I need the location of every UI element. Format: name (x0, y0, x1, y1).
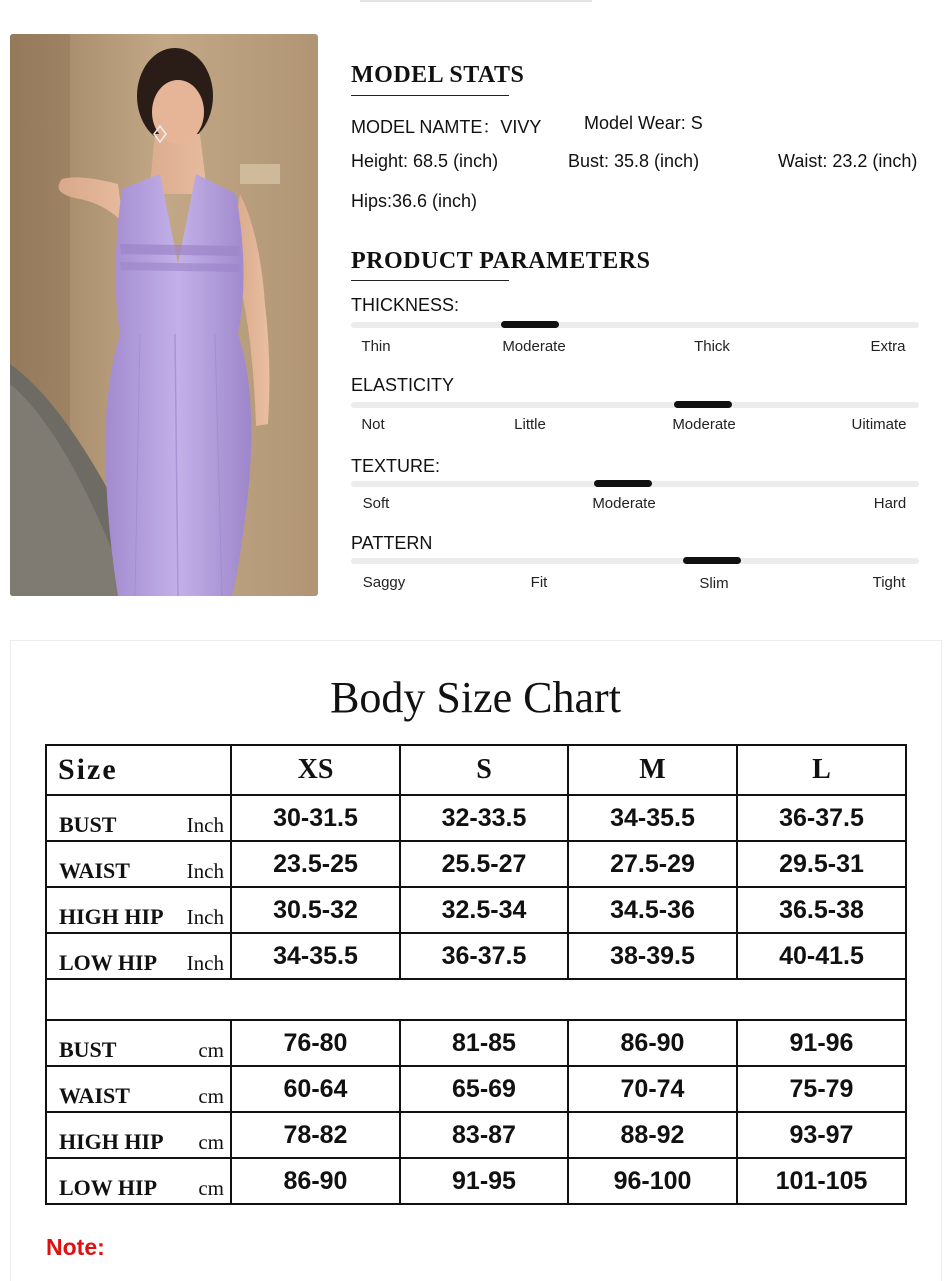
size-value: 34-35.5 (231, 933, 400, 979)
texture-label: TEXTURE: (351, 456, 441, 476)
measure-name: LOW HIP (59, 1175, 158, 1200)
measure-name: BUST (59, 812, 117, 837)
table-row (46, 933, 906, 979)
size-value: 101-105 (737, 1158, 906, 1204)
measure-name: WAIST (59, 858, 130, 883)
measure-name: HIGH HIP (59, 1129, 164, 1154)
measure-name: HIGH HIP (59, 904, 164, 929)
top-divider (360, 0, 592, 2)
size-value: 86-90 (568, 1020, 737, 1066)
measure-name: LOW HIP (59, 950, 158, 975)
size-value: 70-74 (568, 1066, 737, 1112)
pattern-label: PATTERN (351, 533, 433, 553)
measure-name: BUST (59, 1037, 117, 1062)
size-value: 30.5-32 (231, 887, 400, 933)
model-stats-title: MODEL STATS (351, 62, 525, 88)
model-waist: Waist: 23.2 (inch) (778, 151, 918, 171)
thickness-marker (501, 321, 559, 328)
model-hips: Hips:36.6 (inch) (351, 191, 478, 211)
size-value: 88-92 (568, 1112, 737, 1158)
model-wear: Model Wear: S (584, 113, 703, 133)
row-label (46, 795, 231, 841)
size-value: 36-37.5 (737, 795, 906, 841)
pattern-tick-slim: Slim (699, 575, 729, 592)
table-row (46, 1066, 906, 1112)
measure-unit: Inch (186, 859, 224, 883)
spacer-cell (46, 979, 906, 1020)
table-row (46, 1020, 906, 1066)
elasticity-tick-little: Little (514, 416, 546, 433)
size-value: 81-85 (400, 1020, 568, 1066)
measure-unit: cm (198, 1038, 224, 1062)
size-value: 36-37.5 (400, 933, 568, 979)
size-value: 91-95 (400, 1158, 568, 1204)
size-value: 32-33.5 (400, 795, 568, 841)
row-label (46, 1066, 231, 1112)
measure-unit: Inch (186, 905, 224, 929)
size-value: 96-100 (568, 1158, 737, 1204)
elasticity-label: ELASTICITY (351, 375, 455, 395)
header-l: L (737, 745, 906, 795)
header-xs: XS (231, 745, 400, 795)
size-value: 29.5-31 (737, 841, 906, 887)
size-chart-title: Body Size Chart (330, 673, 621, 722)
size-value: 36.5-38 (737, 887, 906, 933)
table-row (46, 1158, 906, 1204)
size-value: 38-39.5 (568, 933, 737, 979)
product-parameters-rule (351, 280, 509, 281)
measure-name: WAIST (59, 1083, 130, 1108)
table-row (46, 795, 906, 841)
pattern-tick-fit: Fit (530, 574, 548, 591)
product-photo (10, 34, 318, 596)
model-height: Height: 68.5 (inch) (351, 151, 499, 171)
measure-unit: cm (198, 1130, 224, 1154)
row-label (46, 933, 231, 979)
elasticity-scale (351, 402, 919, 408)
product-parameters-title: PRODUCT PARAMETERS (351, 248, 651, 274)
size-value: 30-31.5 (231, 795, 400, 841)
size-value: 86-90 (231, 1158, 400, 1204)
size-header-row (46, 745, 906, 795)
thickness-scale (351, 322, 919, 328)
measure-unit: Inch (186, 951, 224, 975)
size-value: 76-80 (231, 1020, 400, 1066)
table-row (46, 1112, 906, 1158)
thickness-tick-thin: Thin (361, 338, 391, 355)
texture-marker (594, 480, 652, 487)
model-stats-rule (351, 95, 509, 96)
table-row (46, 841, 906, 887)
model-bust: Bust: 35.8 (inch) (568, 151, 700, 171)
texture-tick-moderate: Moderate (592, 495, 656, 512)
measure-unit: Inch (186, 813, 224, 837)
thickness-tick-extra: Extra (870, 338, 906, 355)
size-value: 34.5-36 (568, 887, 737, 933)
row-label (46, 1020, 231, 1066)
thickness-tick-thick: Thick (694, 338, 730, 355)
measure-unit: cm (198, 1176, 224, 1200)
size-value: 32.5-34 (400, 887, 568, 933)
size-value: 83-87 (400, 1112, 568, 1158)
note-label: Note: (46, 1234, 105, 1260)
header-size: Size (46, 745, 231, 795)
model-wearing-dress-image (10, 34, 318, 596)
row-label (46, 1158, 231, 1204)
table-row (46, 887, 906, 933)
thickness-label: THICKNESS: (351, 295, 460, 315)
texture-scale (351, 481, 919, 487)
row-label (46, 841, 231, 887)
pattern-tick-tight: Tight (872, 574, 906, 591)
size-value: 91-96 (737, 1020, 906, 1066)
measure-unit: cm (198, 1084, 224, 1108)
elasticity-tick-moderate: Moderate (672, 416, 736, 433)
elasticity-marker (674, 401, 732, 408)
row-label (46, 1112, 231, 1158)
size-value: 78-82 (231, 1112, 400, 1158)
size-chart-table (45, 744, 907, 1205)
size-value: 75-79 (737, 1066, 906, 1112)
thickness-tick-moderate: Moderate (502, 338, 566, 355)
header-s: S (400, 745, 568, 795)
elasticity-tick-not: Not (361, 416, 385, 433)
pattern-scale (351, 558, 919, 564)
pattern-tick-saggy: Saggy (362, 574, 406, 591)
texture-tick-hard: Hard (873, 495, 907, 512)
size-value: 25.5-27 (400, 841, 568, 887)
size-value: 60-64 (231, 1066, 400, 1112)
elasticity-tick-ultimate: Uitimate (851, 416, 907, 433)
model-name: MODEL NAMTE：VIVY (351, 117, 542, 137)
row-label (46, 887, 231, 933)
size-value: 40-41.5 (737, 933, 906, 979)
size-value: 34-35.5 (568, 795, 737, 841)
pattern-marker (683, 557, 741, 564)
table-spacer-row (46, 979, 906, 1020)
texture-tick-soft: Soft (362, 495, 390, 512)
size-value: 27.5-29 (568, 841, 737, 887)
size-value: 93-97 (737, 1112, 906, 1158)
header-m: M (568, 745, 737, 795)
size-value: 65-69 (400, 1066, 568, 1112)
size-value: 23.5-25 (231, 841, 400, 887)
